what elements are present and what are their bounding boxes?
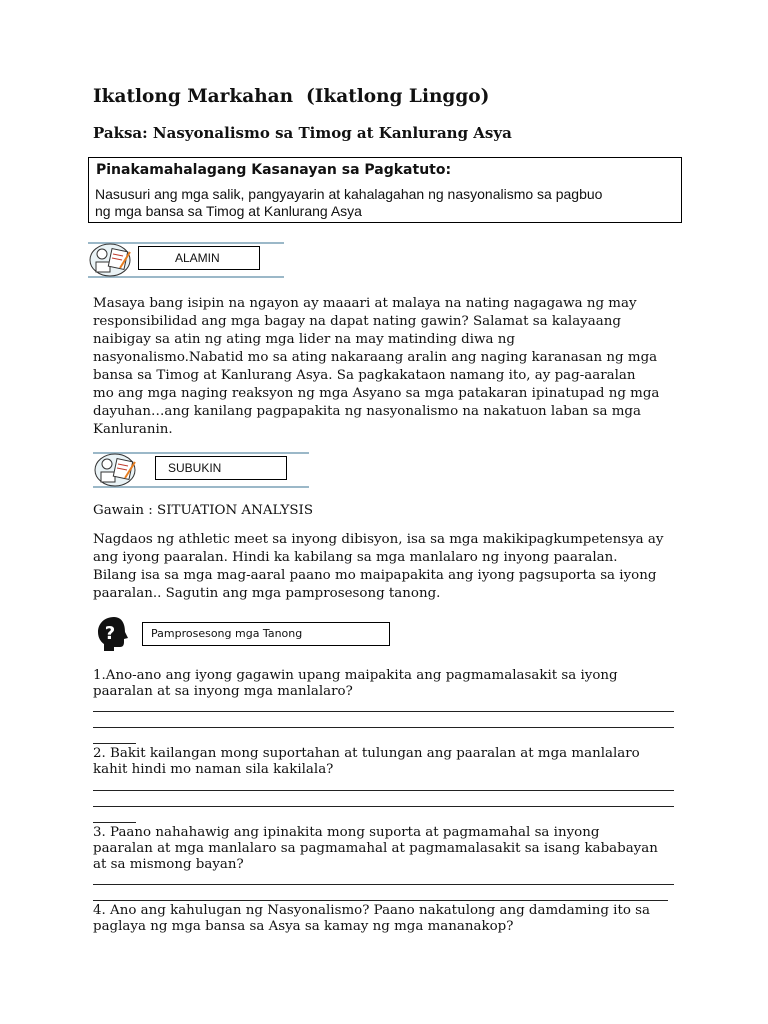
question-line: 1.Ano-ano ang iyong gagawin upang maipakita ang pagmamalasakit sa iyong	[93, 668, 618, 683]
paragraph-line: Masaya bang isipin na ngayon ay maaari at malaya na nating nagagawa ng may	[93, 296, 637, 311]
answer-line[interactable]	[93, 711, 674, 712]
subukin-paragraph	[93, 531, 679, 603]
paragraph-line: Kanluranin.	[93, 422, 173, 437]
paragraph-line: bansa sa Timog at Kanlurang Asya. Sa pagkakataon namang ito, ay pag-aaralan	[93, 368, 636, 383]
alamin-paragraph	[93, 295, 679, 439]
paragraph-line: paaralan.. Sagutin ang mga pamprosesong tanong.	[93, 586, 441, 601]
question-4	[93, 903, 679, 935]
question-line: paaralan at sa inyong mga manlalaro?	[93, 684, 353, 699]
question-line: 3. Paano nahahawig ang ipinakita mong suporta at pagmamahal sa inyong	[93, 825, 600, 840]
alamin-label: ALAMIN	[138, 246, 260, 270]
competency-line: ng mga bansa sa Timog at Kanlurang Asya	[95, 203, 362, 219]
paragraph-line: nasyonalismo.Nabatid mo sa ating nakaraang aralin ang naging karanasan ng mga	[93, 350, 658, 365]
question-2	[93, 746, 679, 778]
competency-box	[88, 157, 682, 223]
student-reading-icon	[93, 452, 145, 488]
question-line: 4. Ano ang kahulugan ng Nasyonalismo? Paano nakatulong ang damdaming ito sa	[93, 903, 650, 918]
alamin-section-tag	[88, 242, 284, 278]
competency-text	[95, 186, 675, 220]
question-line: paaralan at mga manlalaro sa pagmamahal at pagmamalasakit sa isang kababayan	[93, 841, 658, 856]
answer-line[interactable]	[93, 884, 674, 885]
paragraph-line: responsibilidad ang mga bagay na dapat nating gawin? Salamat sa kalayaang	[93, 314, 621, 329]
answer-line[interactable]	[93, 727, 674, 728]
question-head-icon	[96, 615, 132, 653]
paragraph-line: mo ang mga naging reaksyon ng mga Asyano sa mga patakaran ipinatupad ng mga	[93, 386, 660, 401]
answer-line[interactable]	[93, 822, 136, 823]
competency-line: Nasusuri ang mga salik, pangyayarin at kahalagahan ng nasyonalismo sa pagbuo	[95, 186, 603, 202]
question-line: at sa mismong bayan?	[93, 857, 244, 872]
answer-line[interactable]	[93, 806, 674, 807]
question-1	[93, 668, 679, 700]
question-line: kahit hindi mo naman sila kakilala?	[93, 762, 334, 777]
paragraph-line: naibigay sa atin ng ating mga lider na may matinding diwa ng	[93, 332, 515, 347]
topic-subtitle: Paksa: Nasyonalismo sa Timog at Kanlurang Asya	[93, 124, 512, 142]
answer-line[interactable]	[93, 743, 136, 744]
subukin-label: SUBUKIN	[155, 456, 287, 480]
question-line: 2. Bakit kailangan mong suportahan at tulungan ang paaralan at mga manlalaro	[93, 746, 640, 761]
student-reading-icon	[88, 242, 140, 278]
answer-line[interactable]	[93, 900, 668, 901]
paragraph-line: dayuhan…ang kanilang pagpapakita ng nasyonalismo na nakatuon laban sa mga	[93, 404, 641, 419]
question-3	[93, 825, 679, 873]
paragraph-line: ang iyong paaralan. Hindi ka kabilang sa mga manlalaro ng inyong paaralan.	[93, 550, 618, 565]
paragraph-line: Bilang isa sa mga mag-aaral paano mo maipapakita ang iyong pagsuporta sa iyong	[93, 568, 657, 583]
answer-line[interactable]	[93, 790, 674, 791]
gawain-label: Gawain : SITUATION ANALYSIS	[93, 503, 314, 518]
page-title: Ikatlong Markahan (Ikatlong Linggo)	[93, 86, 490, 107]
competency-heading: Pinakamahalagang Kasanayan sa Pagkatuto:	[96, 162, 452, 178]
svg-text:?: ?	[104, 623, 116, 644]
question-line: paglaya ng mga bansa sa Asya sa kamay ng mga mananakop?	[93, 919, 514, 934]
questions-header-label: Pamprosesong mga Tanong	[142, 622, 390, 646]
paragraph-line: Nagdaos ng athletic meet sa inyong dibisyon, isa sa mga makikipagkumpetensya ay	[93, 532, 664, 547]
subukin-section-tag	[93, 452, 309, 488]
